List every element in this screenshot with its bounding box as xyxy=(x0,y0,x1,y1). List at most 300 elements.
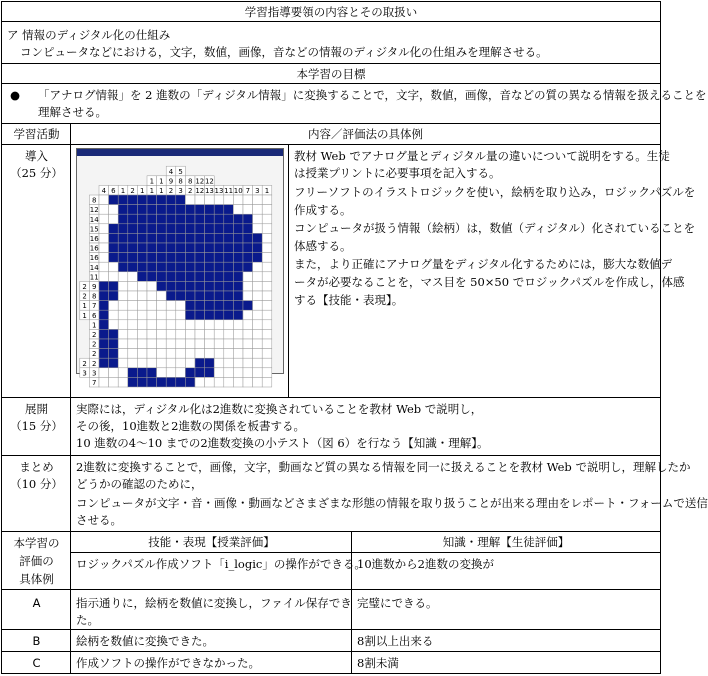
intro-line: ータが必要なることを，マス目を 50×50 でロジックパズルを作成し，体感 xyxy=(294,275,685,289)
puzzle-cell xyxy=(166,339,176,349)
col-clue-text: 12 xyxy=(195,187,205,195)
puzzle-cell xyxy=(109,310,119,320)
puzzle-cell xyxy=(99,377,109,387)
puzzle-cell xyxy=(233,262,243,272)
puzzle-cell xyxy=(99,329,109,339)
puzzle-cell xyxy=(166,214,176,224)
puzzle-cell xyxy=(224,368,234,378)
puzzle-window-titlebar xyxy=(77,149,283,156)
goal-title-row xyxy=(2,64,660,84)
puzzle-cell xyxy=(185,310,195,320)
puzzle-cell xyxy=(128,329,138,339)
puzzle-cell xyxy=(233,214,243,224)
puzzle-cell xyxy=(185,339,195,349)
puzzle-cell xyxy=(253,281,263,291)
puzzle-cell xyxy=(157,205,167,215)
eval-row-a xyxy=(2,590,660,630)
puzzle-cell xyxy=(233,253,243,263)
puzzle-cell xyxy=(176,368,186,378)
puzzle-cell xyxy=(185,349,195,359)
row-clue-text: 15 xyxy=(89,225,99,234)
puzzle-cell xyxy=(233,195,243,205)
summary-line: どうかの確認のために， xyxy=(76,477,203,491)
puzzle-cell xyxy=(205,339,215,349)
puzzle-cell xyxy=(157,272,167,282)
puzzle-cell xyxy=(195,205,205,215)
puzzle-cell xyxy=(99,195,109,205)
puzzle-cell xyxy=(109,195,119,205)
puzzle-cell xyxy=(147,301,157,311)
puzzle-cell xyxy=(157,253,167,263)
puzzle-cell xyxy=(233,272,243,282)
row-clue-text: 2 xyxy=(91,331,97,339)
puzzle-cell xyxy=(195,224,205,234)
puzzle-cell xyxy=(147,377,157,387)
puzzle-cell xyxy=(262,339,272,349)
puzzle-cell xyxy=(233,291,243,301)
col-clue-text: 2 xyxy=(187,187,193,195)
puzzle-cell xyxy=(253,272,263,282)
puzzle-cell xyxy=(166,233,176,243)
eval-knowledge-text: 完璧にできる。 xyxy=(357,596,438,610)
puzzle-cell xyxy=(214,195,224,205)
puzzle-cell xyxy=(185,205,195,215)
develop-line: 10 進数の4～10 までの2進数変換の小テスト（図 6）を行なう【知識・理解】。 xyxy=(76,436,489,450)
puzzle-cell xyxy=(128,349,138,359)
puzzle-cell xyxy=(157,310,167,320)
summary-row xyxy=(2,456,708,532)
intro-line: する【技能・表現】。 xyxy=(294,293,404,307)
col-clue-text: 5 xyxy=(178,167,183,176)
intro-time: （25 分） xyxy=(10,166,63,180)
puzzle-cell xyxy=(157,262,167,272)
row-clue-text: 6 xyxy=(91,311,97,320)
guideline-header-row xyxy=(2,2,660,22)
col-clue-text: 7 xyxy=(245,187,251,195)
puzzle-cell xyxy=(166,349,176,359)
goal-line-2: 理解させる。 xyxy=(38,105,107,119)
puzzle-cell xyxy=(176,205,186,215)
puzzle-cell xyxy=(137,262,147,272)
col-clue-text: 2 xyxy=(168,187,174,195)
puzzle-cell xyxy=(109,205,119,215)
puzzle-cell xyxy=(185,368,195,378)
puzzle-cell xyxy=(137,214,147,224)
puzzle-cell xyxy=(118,253,128,263)
puzzle-cell xyxy=(109,224,119,234)
puzzle-cell xyxy=(185,281,195,291)
puzzle-cell xyxy=(253,310,263,320)
puzzle-cell xyxy=(137,272,147,282)
col-clue-text: 12 xyxy=(195,177,205,186)
puzzle-cell xyxy=(253,339,263,349)
puzzle-cell xyxy=(253,233,263,243)
puzzle-cell xyxy=(147,320,157,330)
puzzle-cell xyxy=(253,329,263,339)
eval-row-c xyxy=(2,652,660,674)
puzzle-cell xyxy=(262,281,272,291)
puzzle-cell xyxy=(185,243,195,253)
col-clue-text: 13 xyxy=(204,187,214,195)
puzzle-cell xyxy=(147,310,157,320)
puzzle-cell xyxy=(224,224,234,234)
puzzle-cell xyxy=(157,377,167,387)
puzzle-cell xyxy=(185,358,195,368)
puzzle-cell xyxy=(243,233,253,243)
develop-label: 展開 xyxy=(25,402,48,416)
puzzle-cell xyxy=(185,301,195,311)
puzzle-cell xyxy=(118,214,128,224)
puzzle-cell xyxy=(185,320,195,330)
col-clue-text: 3 xyxy=(178,187,183,195)
puzzle-cell xyxy=(253,195,263,205)
puzzle-cell xyxy=(233,205,243,215)
puzzle-cell xyxy=(99,214,109,224)
puzzle-cell xyxy=(205,233,215,243)
puzzle-cell xyxy=(147,253,157,263)
puzzle-cell xyxy=(224,281,234,291)
puzzle-cell xyxy=(253,320,263,330)
row-clue-text: 9 xyxy=(91,283,97,291)
develop-line: 実際には，ディジタル化は2進数に変換されていることを教材 Web で説明し， xyxy=(76,402,483,416)
puzzle-cell xyxy=(99,320,109,330)
puzzle-cell xyxy=(137,205,147,215)
puzzle-cell xyxy=(147,368,157,378)
puzzle-cell xyxy=(147,281,157,291)
eval-skill-text: 作成ソフトの操作ができなかった。 xyxy=(76,656,260,670)
puzzle-cell xyxy=(243,377,253,387)
puzzle-cell xyxy=(99,272,109,282)
puzzle-cell xyxy=(224,310,234,320)
puzzle-cell xyxy=(214,272,224,282)
intro-line: 体感する。 xyxy=(294,239,352,253)
puzzle-cell xyxy=(243,339,253,349)
puzzle-cell xyxy=(224,214,234,224)
puzzle-cell xyxy=(157,320,167,330)
puzzle-cell xyxy=(176,233,186,243)
puzzle-cell xyxy=(205,329,215,339)
puzzle-cell xyxy=(214,281,224,291)
puzzle-cell xyxy=(109,233,119,243)
puzzle-cell xyxy=(118,358,128,368)
puzzle-cell xyxy=(128,262,138,272)
row-clue-text: 1 xyxy=(82,311,87,320)
puzzle-cell xyxy=(176,349,186,359)
puzzle-cell xyxy=(118,310,128,320)
eval-label-line: 評価の xyxy=(19,554,54,568)
col-clue-text: 3 xyxy=(255,187,260,195)
puzzle-cell xyxy=(109,253,119,263)
puzzle-cell xyxy=(262,301,272,311)
content-col-label: 内容／評価法の具体例 xyxy=(308,127,423,141)
goal-title: 本学習の目標 xyxy=(296,67,366,81)
intro-line: また，より正確にアナログ量をディジタル化するためには，膨大な数値デ xyxy=(294,257,673,271)
puzzle-cell xyxy=(262,377,272,387)
puzzle-cell xyxy=(195,272,205,282)
puzzle-cell xyxy=(109,358,119,368)
puzzle-cell xyxy=(99,224,109,234)
summary-line: 2進数に変換することで，画像，文字，動画など質の異なる情報を同一に扱えることを教材 Web で説明し，理解したか xyxy=(76,460,691,474)
puzzle-cell xyxy=(157,291,167,301)
puzzle-cell xyxy=(253,377,263,387)
puzzle-cell xyxy=(157,358,167,368)
puzzle-cell xyxy=(166,377,176,387)
guideline-row xyxy=(2,22,660,64)
puzzle-cell xyxy=(166,320,176,330)
puzzle-cell xyxy=(195,214,205,224)
puzzle-cell xyxy=(166,329,176,339)
puzzle-cell xyxy=(137,243,147,253)
col-clue-text: 4 xyxy=(101,187,107,195)
puzzle-cell xyxy=(195,310,205,320)
puzzle-cell xyxy=(128,243,138,253)
eval-grade: C xyxy=(32,656,41,670)
puzzle-cell xyxy=(214,214,224,224)
row-clue-text: 2 xyxy=(82,292,87,301)
puzzle-cell xyxy=(214,205,224,215)
puzzle-cell xyxy=(243,224,253,234)
puzzle-cell xyxy=(118,339,128,349)
row-clue-text: 2 xyxy=(82,283,87,291)
puzzle-cell xyxy=(195,377,205,387)
puzzle-cell xyxy=(137,281,147,291)
puzzle-cell xyxy=(137,368,147,378)
puzzle-cell xyxy=(214,349,224,359)
col-clue-text: 8 xyxy=(187,177,193,186)
row-clue-text: 2 xyxy=(82,359,87,368)
puzzle-cell xyxy=(243,272,253,282)
puzzle-cell xyxy=(166,358,176,368)
puzzle-cell xyxy=(147,262,157,272)
puzzle-cell xyxy=(253,358,263,368)
puzzle-cell xyxy=(166,368,176,378)
puzzle-cell xyxy=(137,195,147,205)
puzzle-cell xyxy=(137,329,147,339)
puzzle-cell xyxy=(137,377,147,387)
puzzle-cell xyxy=(195,368,205,378)
puzzle-cell xyxy=(157,243,167,253)
puzzle-cell xyxy=(195,195,205,205)
puzzle-cell xyxy=(166,253,176,263)
puzzle-cell xyxy=(253,301,263,311)
intro-line: フリーソフトのイラストロジックを使い，絵柄を取り込み，ロジックパズルを xyxy=(294,185,696,199)
intro-label: 導入 xyxy=(25,149,48,163)
puzzle-cell xyxy=(147,224,157,234)
puzzle-cell xyxy=(185,214,195,224)
puzzle-cell xyxy=(157,329,167,339)
goal-bullet: ● xyxy=(10,88,21,102)
puzzle-cell xyxy=(109,281,119,291)
guideline-header-title: 学習指導要領の内容とその取扱い xyxy=(244,5,418,19)
puzzle-cell xyxy=(185,329,195,339)
puzzle-cell xyxy=(118,349,128,359)
puzzle-cell xyxy=(224,205,234,215)
puzzle-cell xyxy=(262,349,272,359)
puzzle-cell xyxy=(195,301,205,311)
puzzle-cell xyxy=(262,195,272,205)
puzzle-cell xyxy=(128,320,138,330)
puzzle-cell xyxy=(185,272,195,282)
puzzle-cell xyxy=(118,205,128,215)
puzzle-cell xyxy=(243,349,253,359)
puzzle-cell xyxy=(205,272,215,282)
puzzle-cell xyxy=(99,358,109,368)
row-clue-text: 7 xyxy=(91,302,97,311)
puzzle-cell xyxy=(157,339,167,349)
puzzle-cell xyxy=(109,329,119,339)
puzzle-cell xyxy=(176,224,186,234)
puzzle-cell xyxy=(214,368,224,378)
puzzle-cell xyxy=(253,243,263,253)
puzzle-cell xyxy=(176,291,186,301)
puzzle-cell xyxy=(157,281,167,291)
puzzle-cell xyxy=(109,214,119,224)
puzzle-cell xyxy=(137,320,147,330)
summary-line: コンピュータが文字・音・画像・動画などさまざまな形態の情報を取り扱うことが出来る理由をレポート・フォームで送信 xyxy=(76,496,708,510)
puzzle-cell xyxy=(233,329,243,339)
puzzle-cell xyxy=(176,339,186,349)
puzzle-cell xyxy=(99,281,109,291)
puzzle-cell xyxy=(176,320,186,330)
puzzle-cell xyxy=(118,281,128,291)
puzzle-cell xyxy=(109,301,119,311)
eval-skill-text: 絵柄を数値に変換できた。 xyxy=(76,634,214,648)
puzzle-cell xyxy=(233,377,243,387)
puzzle-cell xyxy=(176,358,186,368)
puzzle-cell xyxy=(243,368,253,378)
puzzle-cell xyxy=(195,262,205,272)
row-clue-text: 2 xyxy=(91,350,97,359)
puzzle-cell xyxy=(137,339,147,349)
puzzle-cell xyxy=(176,377,186,387)
puzzle-cell xyxy=(233,224,243,234)
puzzle-cell xyxy=(262,233,272,243)
puzzle-cell xyxy=(224,233,234,243)
puzzle-cell xyxy=(185,377,195,387)
puzzle-cell xyxy=(109,291,119,301)
puzzle-cell xyxy=(262,253,272,263)
row-clue-text: 16 xyxy=(89,235,99,243)
eval-grade: B xyxy=(32,634,41,648)
puzzle-cell xyxy=(99,205,109,215)
puzzle-cell xyxy=(176,310,186,320)
eval-label-line: 具体例 xyxy=(19,572,54,586)
puzzle-cell xyxy=(99,233,109,243)
puzzle-cell xyxy=(118,329,128,339)
puzzle-cell xyxy=(147,205,157,215)
puzzle-cell xyxy=(137,310,147,320)
puzzle-cell xyxy=(253,214,263,224)
eval-skill-base: ロジックパズル作成ソフト「i_logic」の操作ができる。 xyxy=(76,557,366,571)
row-clue-text: 3 xyxy=(82,369,87,378)
puzzle-cell xyxy=(157,224,167,234)
puzzle-cell xyxy=(205,195,215,205)
puzzle-cell xyxy=(253,205,263,215)
puzzle-cell xyxy=(157,214,167,224)
puzzle-cell xyxy=(233,301,243,311)
puzzle-cell xyxy=(253,368,263,378)
puzzle-cell xyxy=(137,224,147,234)
eval-row-b xyxy=(2,630,660,652)
puzzle-cell xyxy=(243,205,253,215)
row-clue-text: 1 xyxy=(91,321,97,330)
puzzle-cell xyxy=(137,233,147,243)
puzzle-cell xyxy=(262,224,272,234)
eval-grade: A xyxy=(32,596,41,610)
puzzle-cell xyxy=(233,339,243,349)
puzzle-cell xyxy=(195,320,205,330)
puzzle-cell xyxy=(214,224,224,234)
puzzle-cell xyxy=(176,301,186,311)
puzzle-cell xyxy=(205,310,215,320)
puzzle-cell xyxy=(128,224,138,234)
puzzle-cell xyxy=(243,195,253,205)
col-clue-text: 13 xyxy=(214,187,224,195)
puzzle-cell xyxy=(233,320,243,330)
puzzle-cell xyxy=(224,253,234,263)
col-clue-text: 1 xyxy=(120,187,126,195)
puzzle-cell xyxy=(214,243,224,253)
puzzle-cell xyxy=(176,214,186,224)
eval-label-line: 本学習の xyxy=(13,536,60,550)
logic-puzzle-screenshot xyxy=(76,148,284,387)
puzzle-cell xyxy=(243,301,253,311)
puzzle-cell xyxy=(99,291,109,301)
row-clue-text: 2 xyxy=(91,359,97,368)
puzzle-cell xyxy=(166,291,176,301)
puzzle-cell xyxy=(99,339,109,349)
puzzle-cell xyxy=(166,301,176,311)
puzzle-cell xyxy=(99,301,109,311)
puzzle-cell xyxy=(262,329,272,339)
puzzle-cell xyxy=(166,243,176,253)
puzzle-cell xyxy=(243,253,253,263)
puzzle-cell xyxy=(109,262,119,272)
puzzle-cell xyxy=(262,310,272,320)
puzzle-cell xyxy=(214,358,224,368)
puzzle-cell xyxy=(137,358,147,368)
puzzle-cell xyxy=(99,310,109,320)
puzzle-cell xyxy=(118,368,128,378)
summary-time: （10 分） xyxy=(10,477,63,491)
col-clue-text: 2 xyxy=(130,187,135,195)
puzzle-cell xyxy=(166,310,176,320)
puzzle-cell xyxy=(176,243,186,253)
col-clue-text: 8 xyxy=(178,177,183,186)
puzzle-cell xyxy=(166,262,176,272)
puzzle-cell xyxy=(233,233,243,243)
eval-header-row xyxy=(2,532,660,590)
puzzle-cell xyxy=(128,233,138,243)
puzzle-cell xyxy=(233,358,243,368)
puzzle-cell xyxy=(224,291,234,301)
puzzle-cell xyxy=(205,243,215,253)
puzzle-cell xyxy=(214,253,224,263)
puzzle-cell xyxy=(243,243,253,253)
row-clue-text: 8 xyxy=(91,292,97,301)
puzzle-cell xyxy=(253,262,263,272)
puzzle-cell xyxy=(166,281,176,291)
puzzle-cell xyxy=(253,253,263,263)
row-clue-text: 14 xyxy=(89,215,99,224)
col-clue-text: 11 xyxy=(224,187,234,195)
puzzle-cell xyxy=(214,377,224,387)
puzzle-cell xyxy=(137,291,147,301)
eval-skill-header: 技能・表現【授業評価】 xyxy=(148,535,275,549)
puzzle-cell xyxy=(205,214,215,224)
eval-knowledge-text: 8割以上出来る xyxy=(357,634,434,648)
col-clue-text: 1 xyxy=(149,187,155,195)
